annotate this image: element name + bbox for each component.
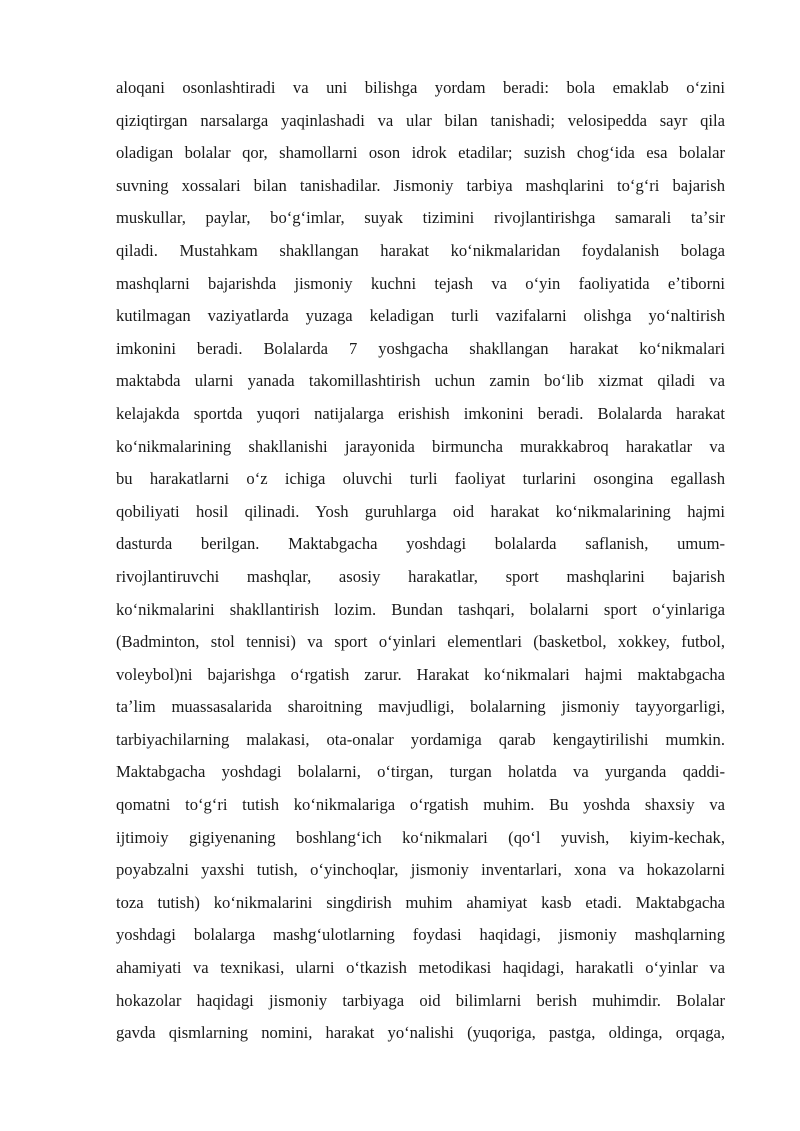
text-line: maktabda ularni yanada takomillashtirish uchun zamin boʻlib xizmat qiladi va [116, 371, 725, 391]
text-line: poyabzalni yaxshi tutish, oʻyinchoqlar, jismoniy inventarlari, xona va hokazolarni [116, 860, 725, 880]
text-line: qobiliyati hosil qilinadi. Yosh guruhlarga oid harakat koʻnikmalarining hajmi [116, 501, 725, 521]
text-line: oladigan bolalar qor, shamollarni oson idrok etadilar; suzish chogʻida esa bolalar [116, 143, 725, 163]
text-line: toza tutish) koʻnikmalarini singdirish muhim ahamiyat kasb etadi. Maktabgacha [116, 892, 725, 912]
text-line: bu harakatlarni oʻz ichiga oluvchi turli faoliyat turlarini osongina egallash [116, 469, 725, 489]
text-line: koʻnikmalarini shakllantirish lozim. Bundan tashqari, bolalarni sport oʻyinlariga [116, 599, 725, 619]
text-line: tarbiyachilarning malakasi, ota-onalar yordamiga qarab kengaytirilishi mumkin. [116, 729, 725, 749]
text-line: suvning xossalari bilan tanishadilar. Jismoniy tarbiya mashqlarini toʻgʻri bajarish [116, 175, 725, 195]
text-line: koʻnikmalarining shakllanishi jarayonida birmuncha murakkabroq harakatlar va [116, 436, 725, 456]
text-line: qiziqtirgan narsalarga yaqinlashadi va ular bilan tanishadi; velosipedda sayr qila [116, 110, 725, 130]
text-line: muskullar, paylar, boʻgʻimlar, suyak tizimini rivojlantirishga samarali taʼsir [116, 208, 725, 228]
text-line: hokazolar haqidagi jismoniy tarbiyaga oid bilimlarni berish muhimdir. Bolalar [116, 990, 725, 1010]
text-line: rivojlantiruvchi mashqlar, asosiy harakatlar, sport mashqlarini bajarish [116, 566, 725, 586]
text-line: kelajakda sportda yuqori natijalarga erishish imkonini beradi. Bolalarda harakat [116, 403, 725, 423]
text-line: taʼlim muassasalarida sharoitning mavjudligi, bolalarning jismoniy tayyorgarligi, [116, 697, 725, 717]
text-line: dasturda berilgan. Maktabgacha yoshdagi bolalarda saflanish, umum- [116, 534, 725, 554]
text-line: mashqlarni bajarishda jismoniy kuchni tejash va oʻyin faoliyatida eʼtiborni [116, 273, 725, 293]
text-line: gavda qismlarning nomini, harakat yoʻnalishi (yuqoriga, pastga, oldinga, orqaga, [116, 1023, 725, 1043]
text-line: voleybol)ni bajarishga oʻrgatish zarur. Harakat koʻnikmalari hajmi maktabgacha [116, 664, 725, 684]
document-body [116, 72, 725, 1050]
text-line: kutilmagan vaziyatlarda yuzaga keladigan turli vazifalarni olishga yoʻnaltirish [116, 306, 725, 326]
text-line: qiladi. Mustahkam shakllangan harakat koʻnikmalaridan foydalanish bolaga [116, 240, 725, 260]
text-line: yoshdagi bolalarga mashgʻulotlarning foydasi haqidagi, jismoniy mashqlarning [116, 925, 725, 945]
text-line: ijtimoiy gigiyenaning boshlangʻich koʻnikmalari (qoʻl yuvish, kiyim-kechak, [116, 827, 725, 847]
text-line: ahamiyati va texnikasi, ularni oʻtkazish metodikasi haqidagi, harakatli oʻyinlar va [116, 958, 725, 978]
text-line: Maktabgacha yoshdagi bolalarni, oʻtirgan, turgan holatda va yurganda qaddi- [116, 762, 725, 782]
text-line: qomatni toʻgʻri tutish koʻnikmalariga oʻrgatish muhim. Bu yoshda shaxsiy va [116, 795, 725, 815]
text-line: aloqani osonlashtiradi va uni bilishga yordam beradi: bola emaklab oʻzini [116, 78, 725, 97]
text-line: (Badminton, stol tennisi) va sport oʻyinlari elementlari (basketbol, xokkey, futbol, [116, 632, 725, 652]
text-line: imkonini beradi. Bolalarda 7 yoshgacha shakllangan harakat koʻnikmalari [116, 338, 725, 358]
